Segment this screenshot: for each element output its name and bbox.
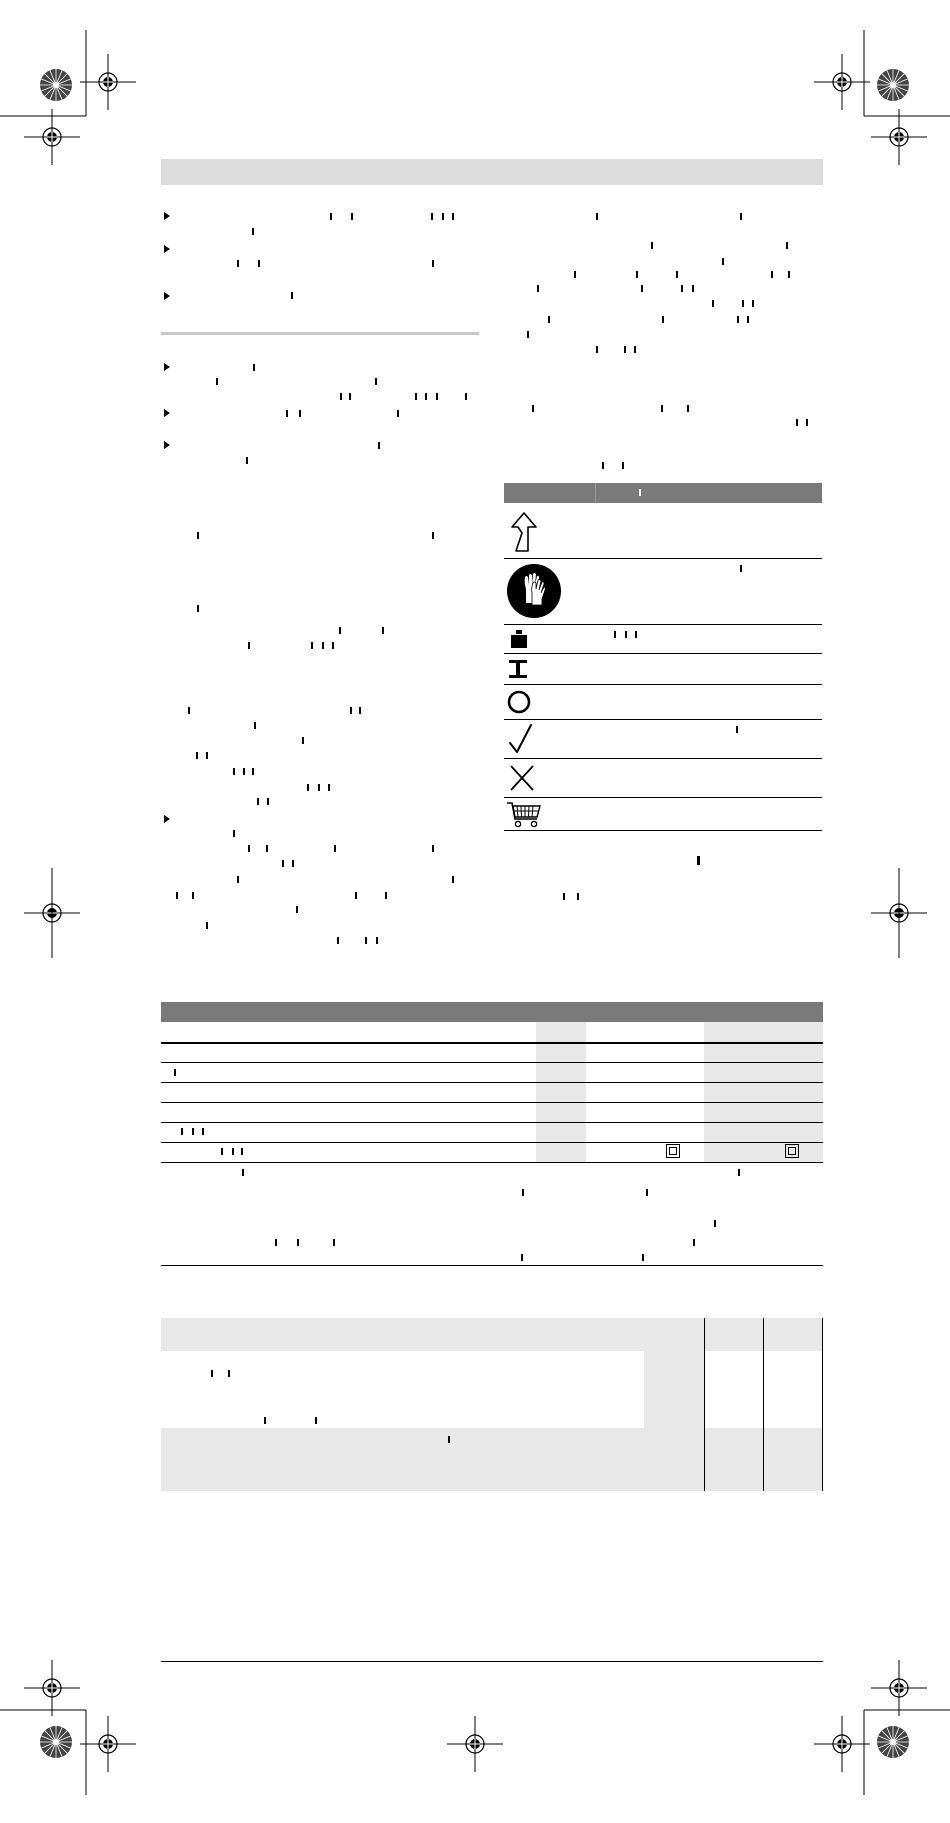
protection-class-ii-icon — [666, 1144, 680, 1158]
checkmark-icon — [508, 723, 534, 755]
protective-gloves-icon — [506, 563, 562, 619]
footer-rule — [161, 1661, 823, 1662]
protection-class-ii-icon — [785, 1144, 799, 1158]
switch-off-icon — [506, 689, 532, 715]
switch-on-icon — [507, 658, 529, 680]
shopping-cart-icon — [506, 800, 542, 828]
bottom-table-shade-col — [644, 1351, 704, 1428]
bottom-table-row-shade — [161, 1428, 823, 1491]
bottom-table-header — [161, 1318, 823, 1351]
weight-icon — [509, 629, 529, 649]
tech-table-header — [161, 1002, 823, 1022]
symbol-table — [504, 483, 822, 831]
technical-data-table — [161, 1002, 823, 1162]
arrow-up-outline-icon — [510, 511, 538, 553]
bottom-table — [161, 1318, 823, 1491]
tech-table-notes — [161, 1162, 823, 1267]
cross-icon — [508, 763, 536, 793]
symbol-table-header — [504, 483, 822, 503]
